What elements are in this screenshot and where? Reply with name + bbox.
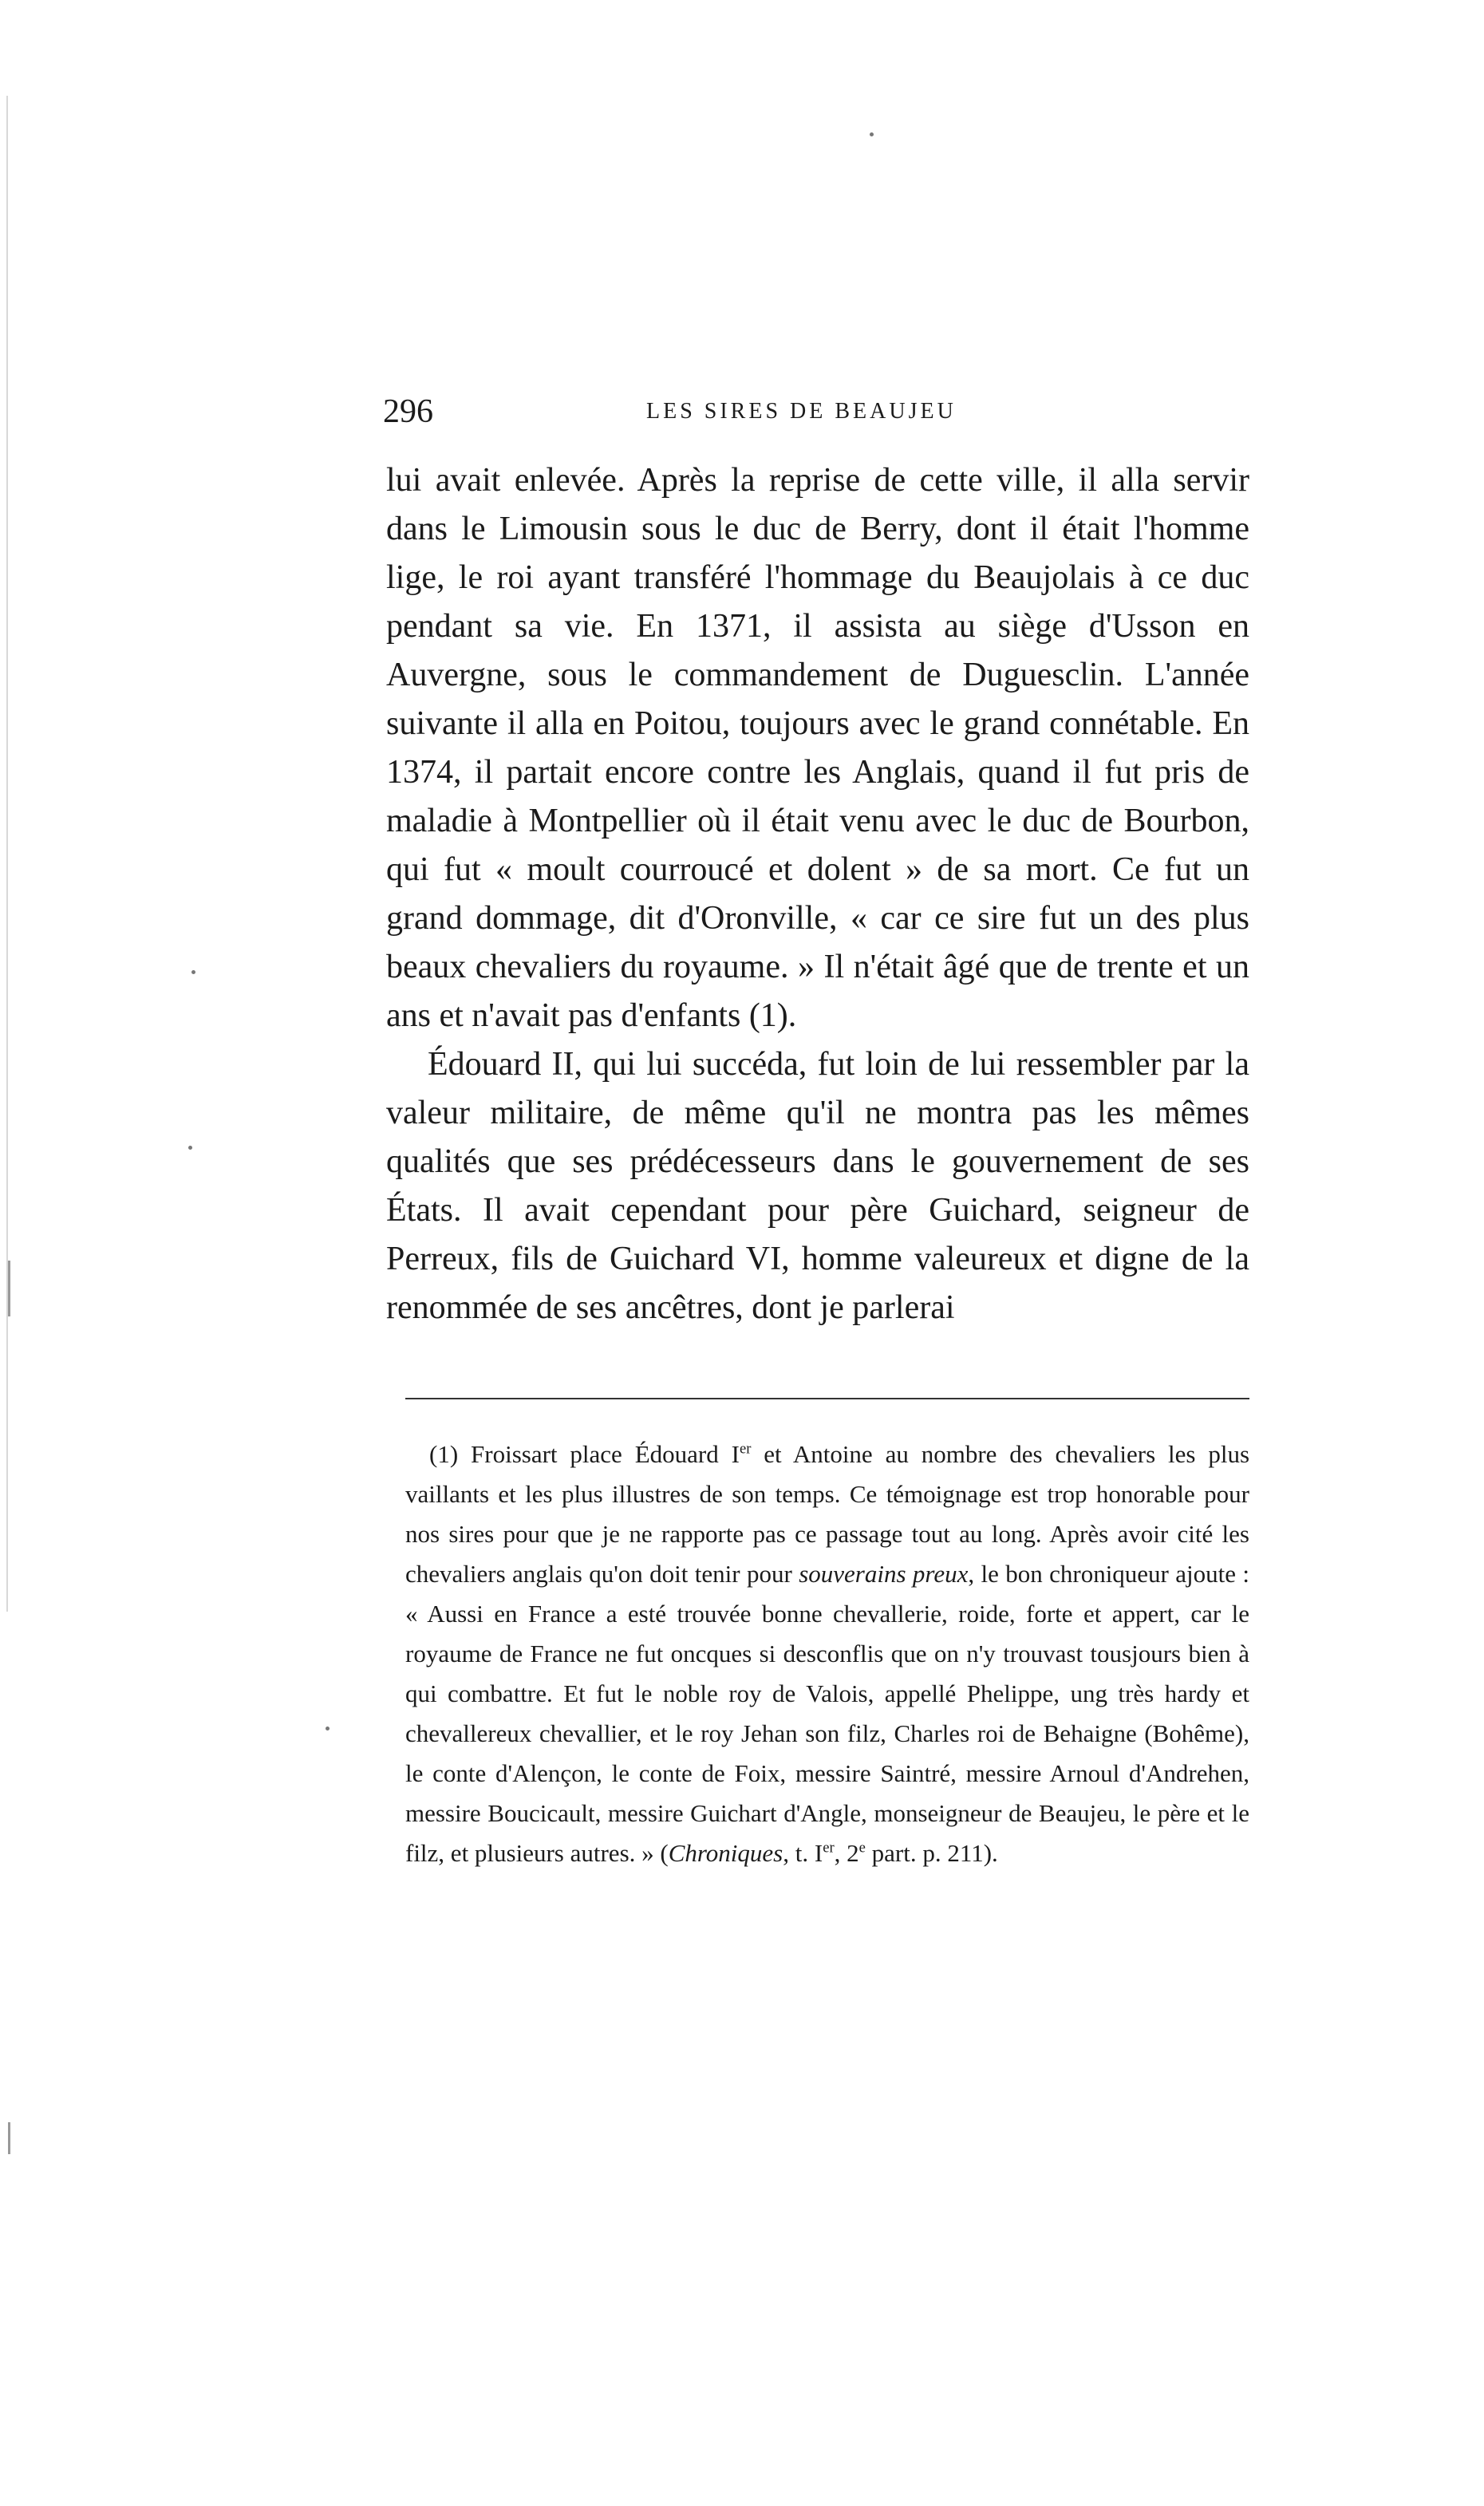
footnote-text: , le bon chroniqueur ajoute : « Aussi en France a esté trouvée bonne chevallerie, roide, forte et appert, car le royaume de France ne fut oncques si desconflis que on n'y trouvast tousjours bien à qui combattre. Et fut le noble roy de Valois, appellé Phelippe, ung très hardy et chevallereux chevallier, et le roy Jehan son filz, Charles roi de Behaigne (Bohême), le conte d'Alençon, le conte de Foix, messire Saintré, messire Arnoul d'Andrehen, messire Boucicault, messire Guichart d'Angle, monseigneur de Beaujeu, le père et le filz, et plusieurs autres. » ( xyxy=(405,1560,1250,1867)
running-title: LES SIRES DE BEAUJEU xyxy=(646,399,957,424)
page-number: 296 xyxy=(383,393,433,430)
scan-mark xyxy=(8,2122,10,2154)
superscript: er xyxy=(823,1839,835,1857)
superscript: er xyxy=(739,1440,752,1458)
footnote-marker: (1) xyxy=(429,1440,459,1468)
footnote-text: , t. I xyxy=(783,1839,823,1867)
paragraph: lui avait enlevée. Après la reprise de cette ville, il alla servir dans le Limousin sous le duc de Berry, dont il était l'homme lige, le roi ayant transféré l'hommage du Beaujolais à ce duc pendant sa vie. En 1371, il assista au siège d'Usson en Auvergne, sous le commandement de Duguesclin. L'année suivante il alla en Poitou, toujours avec le grand connétable. En 1374, il partait encore contre les Anglais, quand il fut pris de maladie à Montpellier où il était venu avec le duc de Bourbon, qui fut « moult courroucé et dolent » de sa mort. Ce fut un grand dommage, dit d'Oronville, « car ce sire fut un des plus beaux chevaliers du royaume. » Il n'était âgé que de trente et un ans et n'avait pas d'enfants (1). xyxy=(386,462,1249,1034)
main-text xyxy=(386,456,1249,1332)
footnote-text: , 2 xyxy=(834,1839,859,1867)
scan-speck xyxy=(191,970,195,974)
footnote-text: Froissart place Édouard I xyxy=(471,1440,740,1468)
page-header xyxy=(383,393,1253,440)
footnote-divider xyxy=(405,1398,1249,1399)
scan-speck xyxy=(870,132,874,136)
paragraph: Édouard II, qui lui succéda, fut loin de lui ressembler par la valeur militaire, de même qu'il ne montra pas les mêmes qualités que ses prédécesseurs dans le gouvernement de ses États. Il avait cependant pour père Guichard, seigneur de Perreux, fils de Guichard VI, homme valeureux et digne de la renommée de ses ancêtres, dont je parlerai xyxy=(386,1046,1249,1326)
page-edge-shadow xyxy=(6,96,8,1612)
footnote-italic: souverains preux xyxy=(799,1560,969,1588)
footnote-text: et Antoine au nombre des chevaliers les plus vaillants et les plus illustres de son temps. Ce témoignage est trop honorable pour nos sires pour que je ne rapporte pas ce passage tout au long. Après avoir cité les chevaliers anglais qu'on doit tenir pour xyxy=(405,1440,1250,1588)
footnote xyxy=(405,1435,1249,1873)
footnote-text: part. p. 211). xyxy=(871,1839,998,1867)
footnote-italic: Chroniques xyxy=(668,1839,783,1867)
scan-mark xyxy=(8,1261,10,1316)
scan-speck xyxy=(326,1727,330,1731)
scan-speck xyxy=(188,1146,192,1150)
superscript: e xyxy=(858,1839,866,1857)
